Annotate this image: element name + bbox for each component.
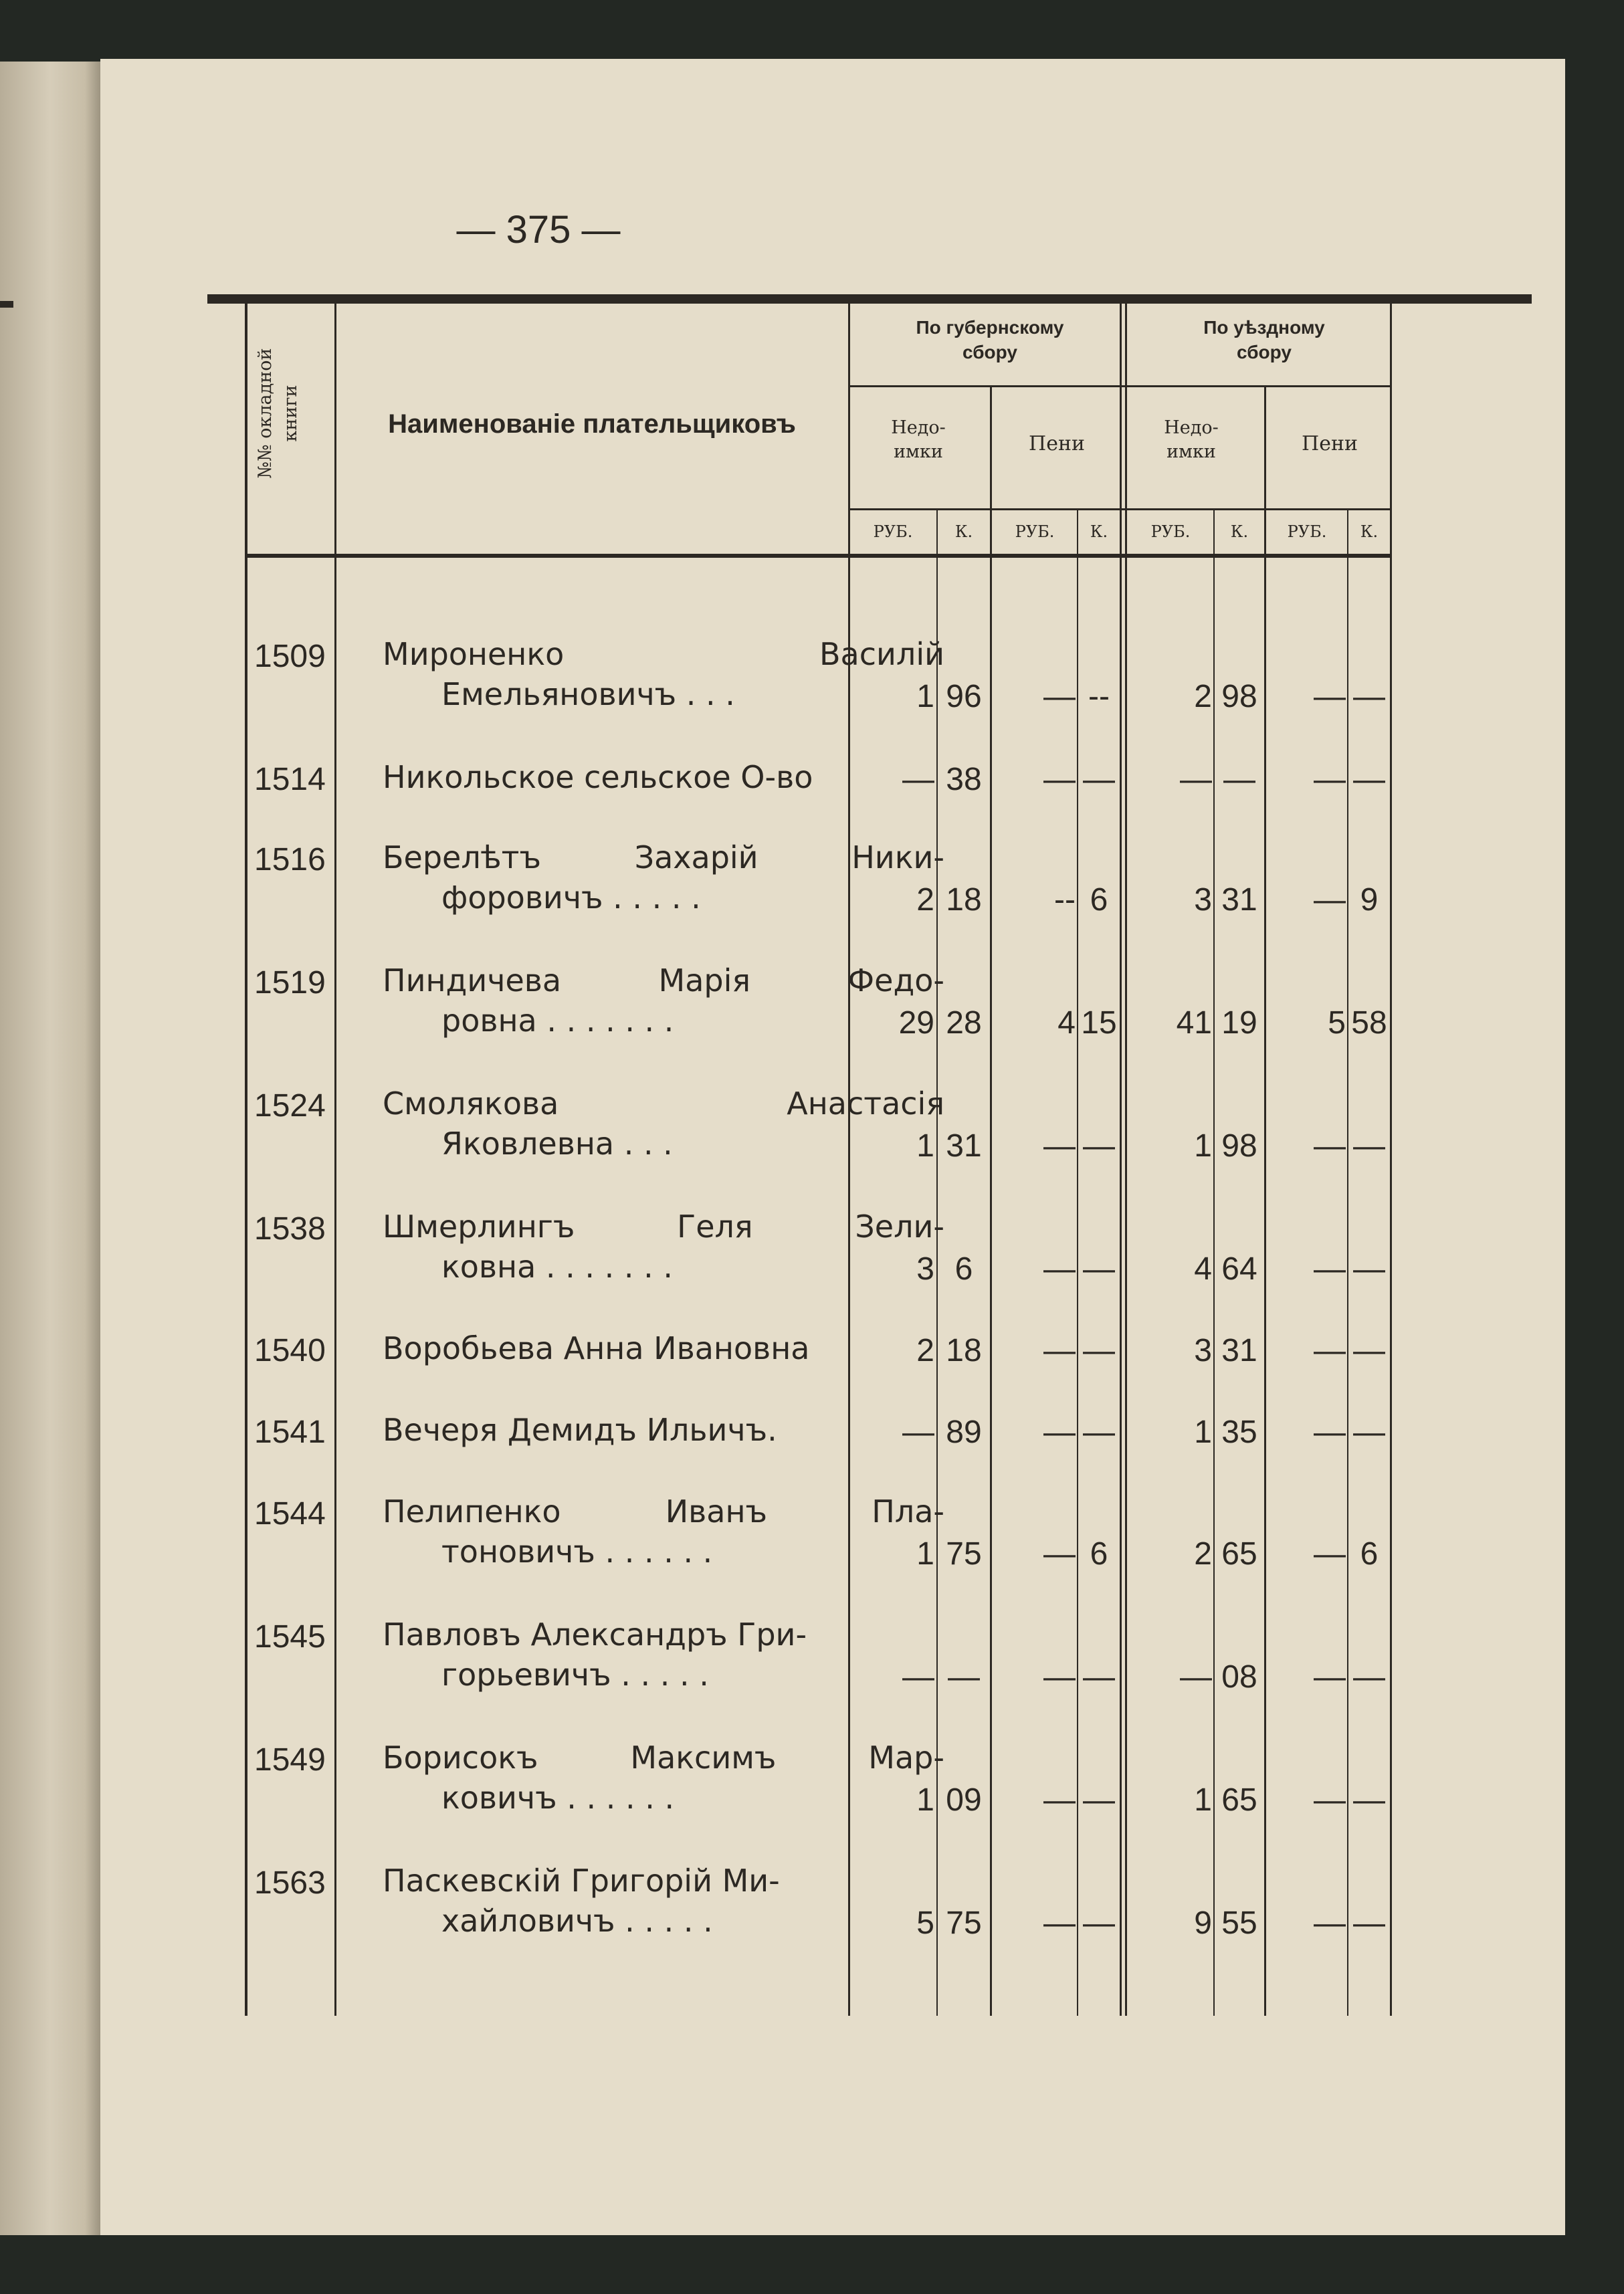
amount-u-r: 1 — [1194, 1782, 1212, 1818]
amount-up-r: 5 — [1328, 1005, 1346, 1041]
amount-up-k: 58 — [1351, 1005, 1387, 1041]
payer-name-word: Воробьева Анна Ивановна — [383, 1330, 810, 1366]
amount-gp-r: — — [1043, 1782, 1076, 1818]
col-rule-group-2b — [1125, 304, 1127, 2016]
payer-name-word: Пелипенко — [383, 1493, 561, 1530]
amount-g-k: 6 — [954, 1251, 973, 1287]
amount-gp-r: — — [1043, 679, 1076, 714]
payer-name-word: Мар- — [868, 1740, 944, 1776]
header-group-rule — [848, 385, 1390, 387]
payer-name-word: Вечеря Демидъ Ильичъ. — [383, 1412, 777, 1448]
amount-u-r: 2 — [1194, 1536, 1212, 1572]
payer-name-word: Паскевскій Григорій Ми- — [383, 1863, 780, 1899]
amount-gp-r: — — [1043, 1251, 1076, 1287]
amount-u-k: 98 — [1221, 1128, 1257, 1164]
header-g-nedoimki: Недо- имки — [891, 417, 946, 462]
amount-up-k: — — [1353, 1251, 1385, 1287]
payer-name-word: Захарій — [634, 839, 758, 875]
header-group-2: По уѣздному сбору — [1203, 317, 1325, 362]
table-top-rule — [207, 294, 1532, 304]
amount-g-r: 1 — [916, 1536, 934, 1572]
amount-u-r: 3 — [1194, 1333, 1212, 1368]
payer-name-word: Ники- — [851, 839, 944, 875]
amount-gp-k: — — [1083, 1905, 1115, 1941]
amount-u-k: 19 — [1221, 1005, 1257, 1041]
amount-g-r: 2 — [916, 1333, 934, 1368]
col-rule-up-k — [1347, 508, 1348, 2016]
amount-g-r: 2 — [916, 882, 934, 918]
header-u-nedoimki: Недо- имки — [1164, 417, 1219, 462]
payer-name-line1 — [383, 1491, 944, 1532]
row-number: 1540 — [254, 1333, 326, 1368]
row-number: 1514 — [254, 762, 326, 797]
amount-gp-r: — — [1043, 1536, 1076, 1572]
payer-name-line2: горьевичъ . . . . . — [441, 1657, 709, 1693]
amount-u-k: 98 — [1221, 679, 1257, 714]
payer-name-word: Федо- — [847, 962, 944, 999]
payer-name-line1 — [383, 960, 944, 1001]
payer-name-line2: Емельяновичъ . . . — [441, 676, 735, 712]
amount-gp-k: 6 — [1090, 882, 1108, 918]
col-rule-right — [1390, 304, 1392, 2016]
amount-u-r: — — [1180, 762, 1212, 797]
amount-u-r: 3 — [1194, 882, 1212, 918]
header-group-1: По губернскому сбору — [916, 317, 1064, 362]
amount-up-k: — — [1353, 1659, 1385, 1695]
amount-up-r: — — [1314, 679, 1346, 714]
col-rule-left — [245, 304, 247, 2016]
col-rule-gp-k — [1077, 508, 1078, 2016]
amount-gp-k: — — [1083, 1333, 1115, 1368]
book-page — [100, 59, 1565, 2235]
header-unit-up-k: К. — [1360, 522, 1379, 541]
col-rule-u-peni — [1264, 387, 1266, 2016]
header-unit-up-rub: РУБ. — [1287, 522, 1327, 541]
header-unit-gp-k: К. — [1090, 522, 1108, 541]
amount-up-r: — — [1314, 1659, 1346, 1695]
row-number: 1524 — [254, 1088, 326, 1124]
amount-g-k: 38 — [946, 762, 982, 797]
amount-gp-k: — — [1083, 762, 1115, 797]
amount-up-k: — — [1353, 762, 1385, 797]
payer-name-line2: хайловичъ . . . . . — [441, 1903, 713, 1939]
header-col-name: Наименованіе плательщиковъ — [388, 409, 796, 439]
amount-g-r: 1 — [916, 679, 934, 714]
row-number: 1563 — [254, 1865, 326, 1901]
payer-name-word: Максимъ — [630, 1740, 777, 1776]
payer-name-line1 — [383, 1207, 944, 1247]
amount-up-k: — — [1353, 679, 1385, 714]
header-unit-u-k: К. — [1230, 522, 1249, 541]
payer-name-word: Геля — [677, 1209, 753, 1245]
header-unit-gp-rub: РУБ. — [1015, 522, 1055, 541]
payer-name-line2: ковна . . . . . . . — [441, 1249, 674, 1285]
col-rule-u-k — [1213, 508, 1215, 2016]
amount-g-k: 89 — [946, 1415, 982, 1450]
header-unit-g-rub: РУБ. — [873, 522, 913, 541]
payer-name-line2: тоновичъ . . . . . . — [441, 1534, 713, 1570]
amount-g-k: 09 — [946, 1782, 982, 1818]
amount-up-k: 9 — [1360, 882, 1379, 918]
payer-name-line1 — [383, 1738, 944, 1778]
amount-u-r: 4 — [1194, 1251, 1212, 1287]
header-unit-g-k: К. — [954, 522, 973, 541]
amount-u-k: 65 — [1221, 1536, 1257, 1572]
payer-name-word: Пла- — [872, 1493, 944, 1530]
amount-up-r: — — [1314, 1536, 1346, 1572]
amount-up-k: — — [1353, 1333, 1385, 1368]
payer-name-word: Пиндичева — [383, 962, 562, 999]
payer-name-word: Зели- — [855, 1209, 944, 1245]
row-number: 1519 — [254, 965, 326, 1001]
amount-gp-r: — — [1043, 1659, 1076, 1695]
left-page-rule — [0, 301, 13, 308]
header-unit-u-rub: РУБ. — [1150, 522, 1191, 541]
payer-name-line1 — [383, 1614, 944, 1655]
amount-up-r: — — [1314, 1415, 1346, 1450]
payer-name-line2: ровна . . . . . . . — [441, 1003, 674, 1039]
amount-gp-k: — — [1083, 1415, 1115, 1450]
page-number: — 375 — — [456, 208, 621, 251]
payer-name-line2: ковичъ . . . . . . — [441, 1780, 675, 1816]
amount-g-r: — — [902, 762, 934, 797]
col-rule-g-peni — [990, 387, 992, 2016]
amount-gp-r: — — [1043, 762, 1076, 797]
row-number: 1516 — [254, 842, 326, 877]
amount-gp-r: — — [1043, 1905, 1076, 1941]
amount-up-r: — — [1314, 1905, 1346, 1941]
amount-gp-r: — — [1043, 1333, 1076, 1368]
col-rule-group-2 — [1120, 304, 1122, 2016]
amount-u-r: — — [1180, 1659, 1212, 1695]
row-number: 1549 — [254, 1742, 326, 1778]
amount-g-r: — — [902, 1415, 934, 1450]
payer-name-word: Павловъ Александръ Гри- — [383, 1617, 807, 1653]
row-number: 1541 — [254, 1415, 326, 1450]
payer-name-word: Смолякова — [383, 1085, 559, 1122]
payer-name-word: Иванъ — [665, 1493, 768, 1530]
row-number: 1538 — [254, 1211, 326, 1247]
amount-gp-r: — — [1043, 1415, 1076, 1450]
amount-g-k: 18 — [946, 882, 982, 918]
amount-up-r: — — [1314, 1333, 1346, 1368]
payer-name-line1 — [383, 1861, 944, 1901]
amount-u-r: 9 — [1194, 1905, 1212, 1941]
amount-gp-r: -- — [1054, 882, 1076, 918]
amount-gp-r: 4 — [1057, 1005, 1076, 1041]
header-col-num — [253, 273, 304, 554]
amount-gp-k: 6 — [1090, 1536, 1108, 1572]
amount-u-r: 41 — [1176, 1005, 1212, 1041]
amount-u-k: 64 — [1221, 1251, 1257, 1287]
payer-name-word: Мироненко — [383, 636, 565, 672]
payer-name-line1 — [383, 1083, 944, 1124]
amount-g-k: 28 — [946, 1005, 982, 1041]
amount-g-k: 96 — [946, 679, 982, 714]
amount-u-k: 35 — [1221, 1415, 1257, 1450]
amount-g-k: 75 — [946, 1905, 982, 1941]
amount-g-r: — — [902, 1659, 934, 1695]
amount-u-k: 55 — [1221, 1905, 1257, 1941]
payer-name-line1 — [383, 634, 944, 674]
header-col-num-line2: книги — [280, 385, 301, 442]
amount-g-k: 31 — [946, 1128, 982, 1164]
amount-g-k: 18 — [946, 1333, 982, 1368]
amount-up-r: — — [1314, 1782, 1346, 1818]
amount-gp-k: -- — [1088, 679, 1110, 714]
amount-g-k: 75 — [946, 1536, 982, 1572]
row-number: 1544 — [254, 1496, 326, 1532]
payer-name-line2: форовичъ . . . . . — [441, 879, 701, 916]
header-g-peni: Пени — [1029, 432, 1085, 455]
payer-name-line1 — [383, 837, 944, 877]
payer-name-word: Шмерлингъ — [383, 1209, 575, 1245]
amount-u-k: 65 — [1221, 1782, 1257, 1818]
amount-u-r: 1 — [1194, 1128, 1212, 1164]
payer-name-word: Берелѣтъ — [383, 839, 541, 875]
left-page-edge — [0, 62, 100, 2235]
amount-up-k: — — [1353, 1782, 1385, 1818]
amount-up-r: — — [1314, 882, 1346, 918]
amount-u-r: 1 — [1194, 1415, 1212, 1450]
amount-g-r: 1 — [916, 1782, 934, 1818]
amount-g-r: 29 — [898, 1005, 934, 1041]
header-unit-rule — [848, 508, 1390, 510]
header-u-peni: Пени — [1302, 432, 1358, 455]
amount-gp-k: — — [1083, 1782, 1115, 1818]
payer-name-word: Никольское сельское О-во — [383, 759, 813, 795]
amount-gp-k: — — [1083, 1251, 1115, 1287]
payer-name-word: Анастасія — [787, 1085, 944, 1122]
amount-gp-k: 15 — [1081, 1005, 1117, 1041]
payer-name-word: Борисокъ — [383, 1740, 538, 1776]
payer-name-word: Василій — [819, 636, 944, 672]
amount-gp-r: — — [1043, 1128, 1076, 1164]
amount-u-k: 31 — [1221, 1333, 1257, 1368]
amount-g-r: 5 — [916, 1905, 934, 1941]
row-number: 1545 — [254, 1619, 326, 1655]
amount-g-r: 1 — [916, 1128, 934, 1164]
amount-up-k: — — [1353, 1128, 1385, 1164]
payer-name-word: Марія — [658, 962, 751, 999]
amount-g-r: 3 — [916, 1251, 934, 1287]
amount-u-k: — — [1223, 762, 1255, 797]
amount-u-k: 31 — [1221, 882, 1257, 918]
amount-u-k: 08 — [1221, 1659, 1257, 1695]
amount-up-r: — — [1314, 762, 1346, 797]
payer-name-line2: Яковлевна . . . — [441, 1126, 673, 1162]
amount-up-r: — — [1314, 1128, 1346, 1164]
amount-g-k: — — [948, 1659, 980, 1695]
amount-gp-k: — — [1083, 1128, 1115, 1164]
amount-gp-k: — — [1083, 1659, 1115, 1695]
amount-up-k: — — [1353, 1415, 1385, 1450]
amount-up-r: — — [1314, 1251, 1346, 1287]
header-col-num-line1: №№ окладной — [255, 348, 276, 479]
row-number: 1509 — [254, 639, 326, 674]
col-rule-num — [334, 304, 336, 2016]
header-bottom-rule — [246, 554, 1391, 558]
amount-u-r: 2 — [1194, 679, 1212, 714]
amount-up-k: — — [1353, 1905, 1385, 1941]
amount-up-k: 6 — [1360, 1536, 1379, 1572]
